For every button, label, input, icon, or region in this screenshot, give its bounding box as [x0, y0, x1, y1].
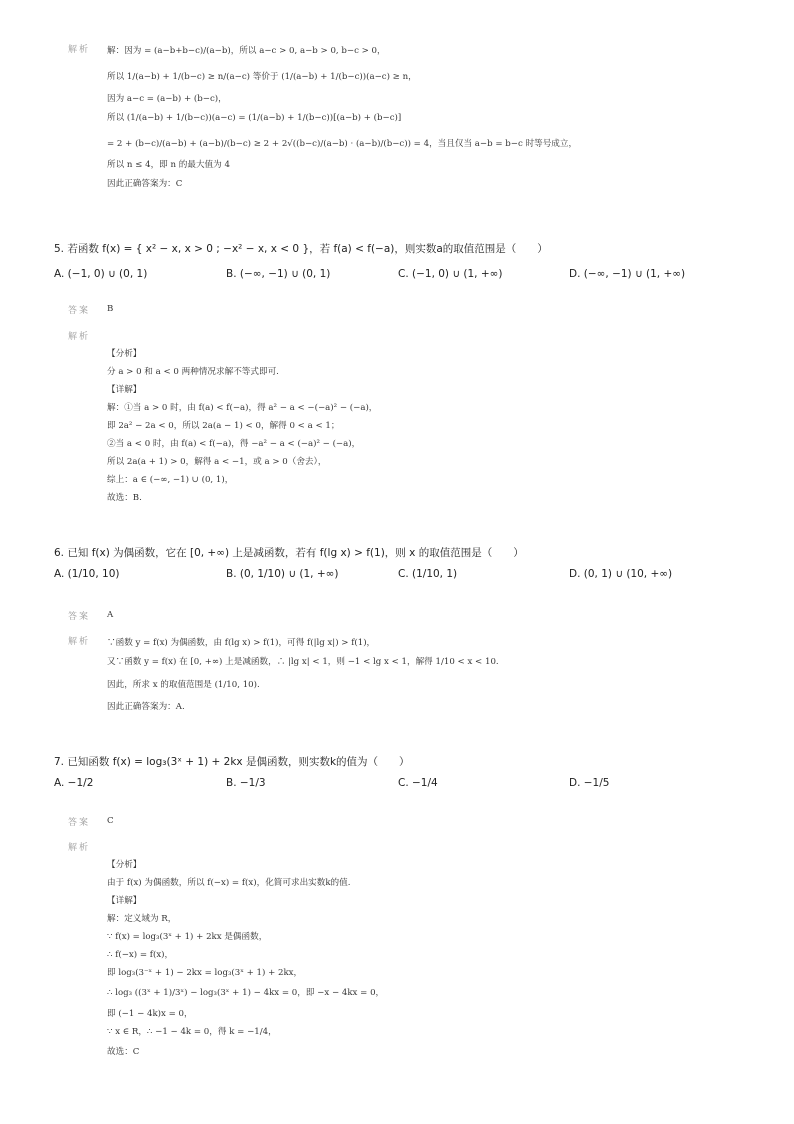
analysis-line: 由于 f(x) 为偶函数，所以 f(−x) = f(x)，化简可求出实数k的值.	[107, 878, 351, 888]
answer-label: 答案	[68, 306, 91, 316]
option-b[interactable]: B. (−∞, −1) ∪ (0, 1)	[226, 268, 331, 280]
analysis-label: 解析	[68, 332, 91, 342]
analysis-line: 综上：a ∈ (−∞, −1) ∪ (0, 1)，	[107, 475, 234, 485]
analysis-line: 又∵函数 y = f(x) 在 [0, +∞) 上是减函数，∴ |lg x| < 1，则 −1 < lg x < 1，解得 1/10 < x < 10.	[107, 657, 499, 667]
analysis-line: 解：定义域为 R，	[107, 914, 177, 924]
analysis-line: ∴ log₃ ((3ˣ + 1)/3ˣ) − log₃(3ˣ + 1) − 4kx = 0，即 −x − 4kx = 0，	[107, 988, 385, 998]
analysis-line: 所以 n ≤ 4，即 n 的最大值为 4	[107, 160, 230, 170]
answer-value: B	[107, 304, 114, 314]
analysis-line: 因此正确答案为：A.	[107, 702, 185, 712]
analysis-label: 解析	[68, 843, 91, 853]
option-c[interactable]: C. (1/10, 1)	[398, 568, 458, 580]
analysis-line: 【分析】	[107, 860, 142, 870]
option-b[interactable]: B. −1/3	[226, 777, 266, 789]
answer-label: 答案	[68, 818, 91, 828]
answer-value: C	[107, 816, 114, 826]
option-c[interactable]: C. (−1, 0) ∪ (1, +∞)	[398, 268, 503, 280]
analysis-label: 解析	[68, 45, 91, 55]
option-a[interactable]: A. (1/10, 10)	[54, 568, 120, 580]
analysis-line: 因此正确答案为：C	[107, 179, 183, 189]
analysis-line: ∵函数 y = f(x) 为偶函数，由 f(lg x) > f(1)，可得 f(|lg x|) > f(1)，	[107, 638, 376, 648]
analysis-line: 即 log₃(3⁻ˣ + 1) − 2kx = log₃(3ˣ + 1) + 2kx，	[107, 968, 303, 978]
analysis-line: 分 a > 0 和 a < 0 两种情况求解不等式即可.	[107, 367, 279, 377]
analysis-line: ∵ f(x) = log₃(3ˣ + 1) + 2kx 是偶函数，	[107, 932, 268, 942]
analysis-line: 即 2a² − 2a < 0，所以 2a(a − 1) < 0，解得 0 < a < 1；	[107, 421, 340, 431]
analysis-line: 解：因为 = (a−b+b−c)/(a−b)，所以 a−c > 0, a−b > 0, b−c > 0，	[107, 46, 386, 56]
analysis-line: 【详解】	[107, 385, 142, 395]
analysis-label: 解析	[68, 637, 91, 647]
analysis-line: 因此，所求 x 的取值范围是 (1/10, 10).	[107, 680, 260, 690]
answer-label: 答案	[68, 612, 91, 622]
analysis-line: 因为 a−c = (a−b) + (b−c)，	[107, 94, 227, 104]
analysis-line: 故选：C	[107, 1047, 140, 1057]
option-d[interactable]: D. (0, 1) ∪ (10, +∞)	[569, 568, 673, 580]
question-7-stem: 7. 已知函数 f(x) = log₃(3ˣ + 1) + 2kx 是偶函数，则实数k的值为（ ）	[54, 756, 410, 768]
option-d[interactable]: D. (−∞, −1) ∪ (1, +∞)	[569, 268, 686, 280]
option-c[interactable]: C. −1/4	[398, 777, 438, 789]
question-6-stem: 6. 已知 f(x) 为偶函数，它在 [0, +∞) 上是减函数，若有 f(lg x) > f(1)，则 x 的取值范围是（ ）	[54, 547, 524, 559]
analysis-line: 【分析】	[107, 349, 142, 359]
analysis-line: ∴ f(−x) = f(x)，	[107, 950, 174, 960]
analysis-line: 所以 (1/(a−b) + 1/(b−c))(a−c) = (1/(a−b) + 1/(b−c))[(a−b) + (b−c)]	[107, 113, 402, 123]
option-a[interactable]: A. −1/2	[54, 777, 94, 789]
analysis-line: 故选：B.	[107, 493, 142, 503]
option-d[interactable]: D. −1/5	[569, 777, 610, 789]
question-5-stem: 5. 若函数 f(x) = { x² − x, x > 0 ; −x² − x, x < 0 }，若 f(a) < f(−a)，则实数a的取值范围是（ ）	[54, 243, 548, 255]
analysis-line: 所以 2a(a + 1) > 0，解得 a < −1，或 a > 0（舍去），	[107, 457, 327, 467]
analysis-line: 解：①当 a > 0 时，由 f(a) < f(−a)，得 a² − a < −(−a)² − (−a)，	[107, 403, 378, 413]
analysis-line: ∵ x ∈ R，∴ −1 − 4k = 0，得 k = −1/4，	[107, 1027, 277, 1037]
analysis-line: 【详解】	[107, 896, 142, 906]
analysis-line: 所以 1/(a−b) + 1/(b−c) ≥ n/(a−c) 等价于 (1/(a−b) + 1/(b−c))(a−c) ≥ n，	[107, 72, 417, 82]
answer-value: A	[107, 610, 114, 620]
option-b[interactable]: B. (0, 1/10) ∪ (1, +∞)	[226, 568, 339, 580]
option-a[interactable]: A. (−1, 0) ∪ (0, 1)	[54, 268, 148, 280]
analysis-line: 即 (−1 − 4k)x = 0，	[107, 1009, 193, 1019]
analysis-line: ②当 a < 0 时，由 f(a) < f(−a)，得 −a² − a < (−a)² − (−a)，	[107, 439, 361, 449]
analysis-line: = 2 + (b−c)/(a−b) + (a−b)/(b−c) ≥ 2 + 2√((b−c)/(a−b) · (a−b)/(b−c)) = 4，当且仅当 a−b = b−c 时等号成立，	[107, 139, 578, 149]
